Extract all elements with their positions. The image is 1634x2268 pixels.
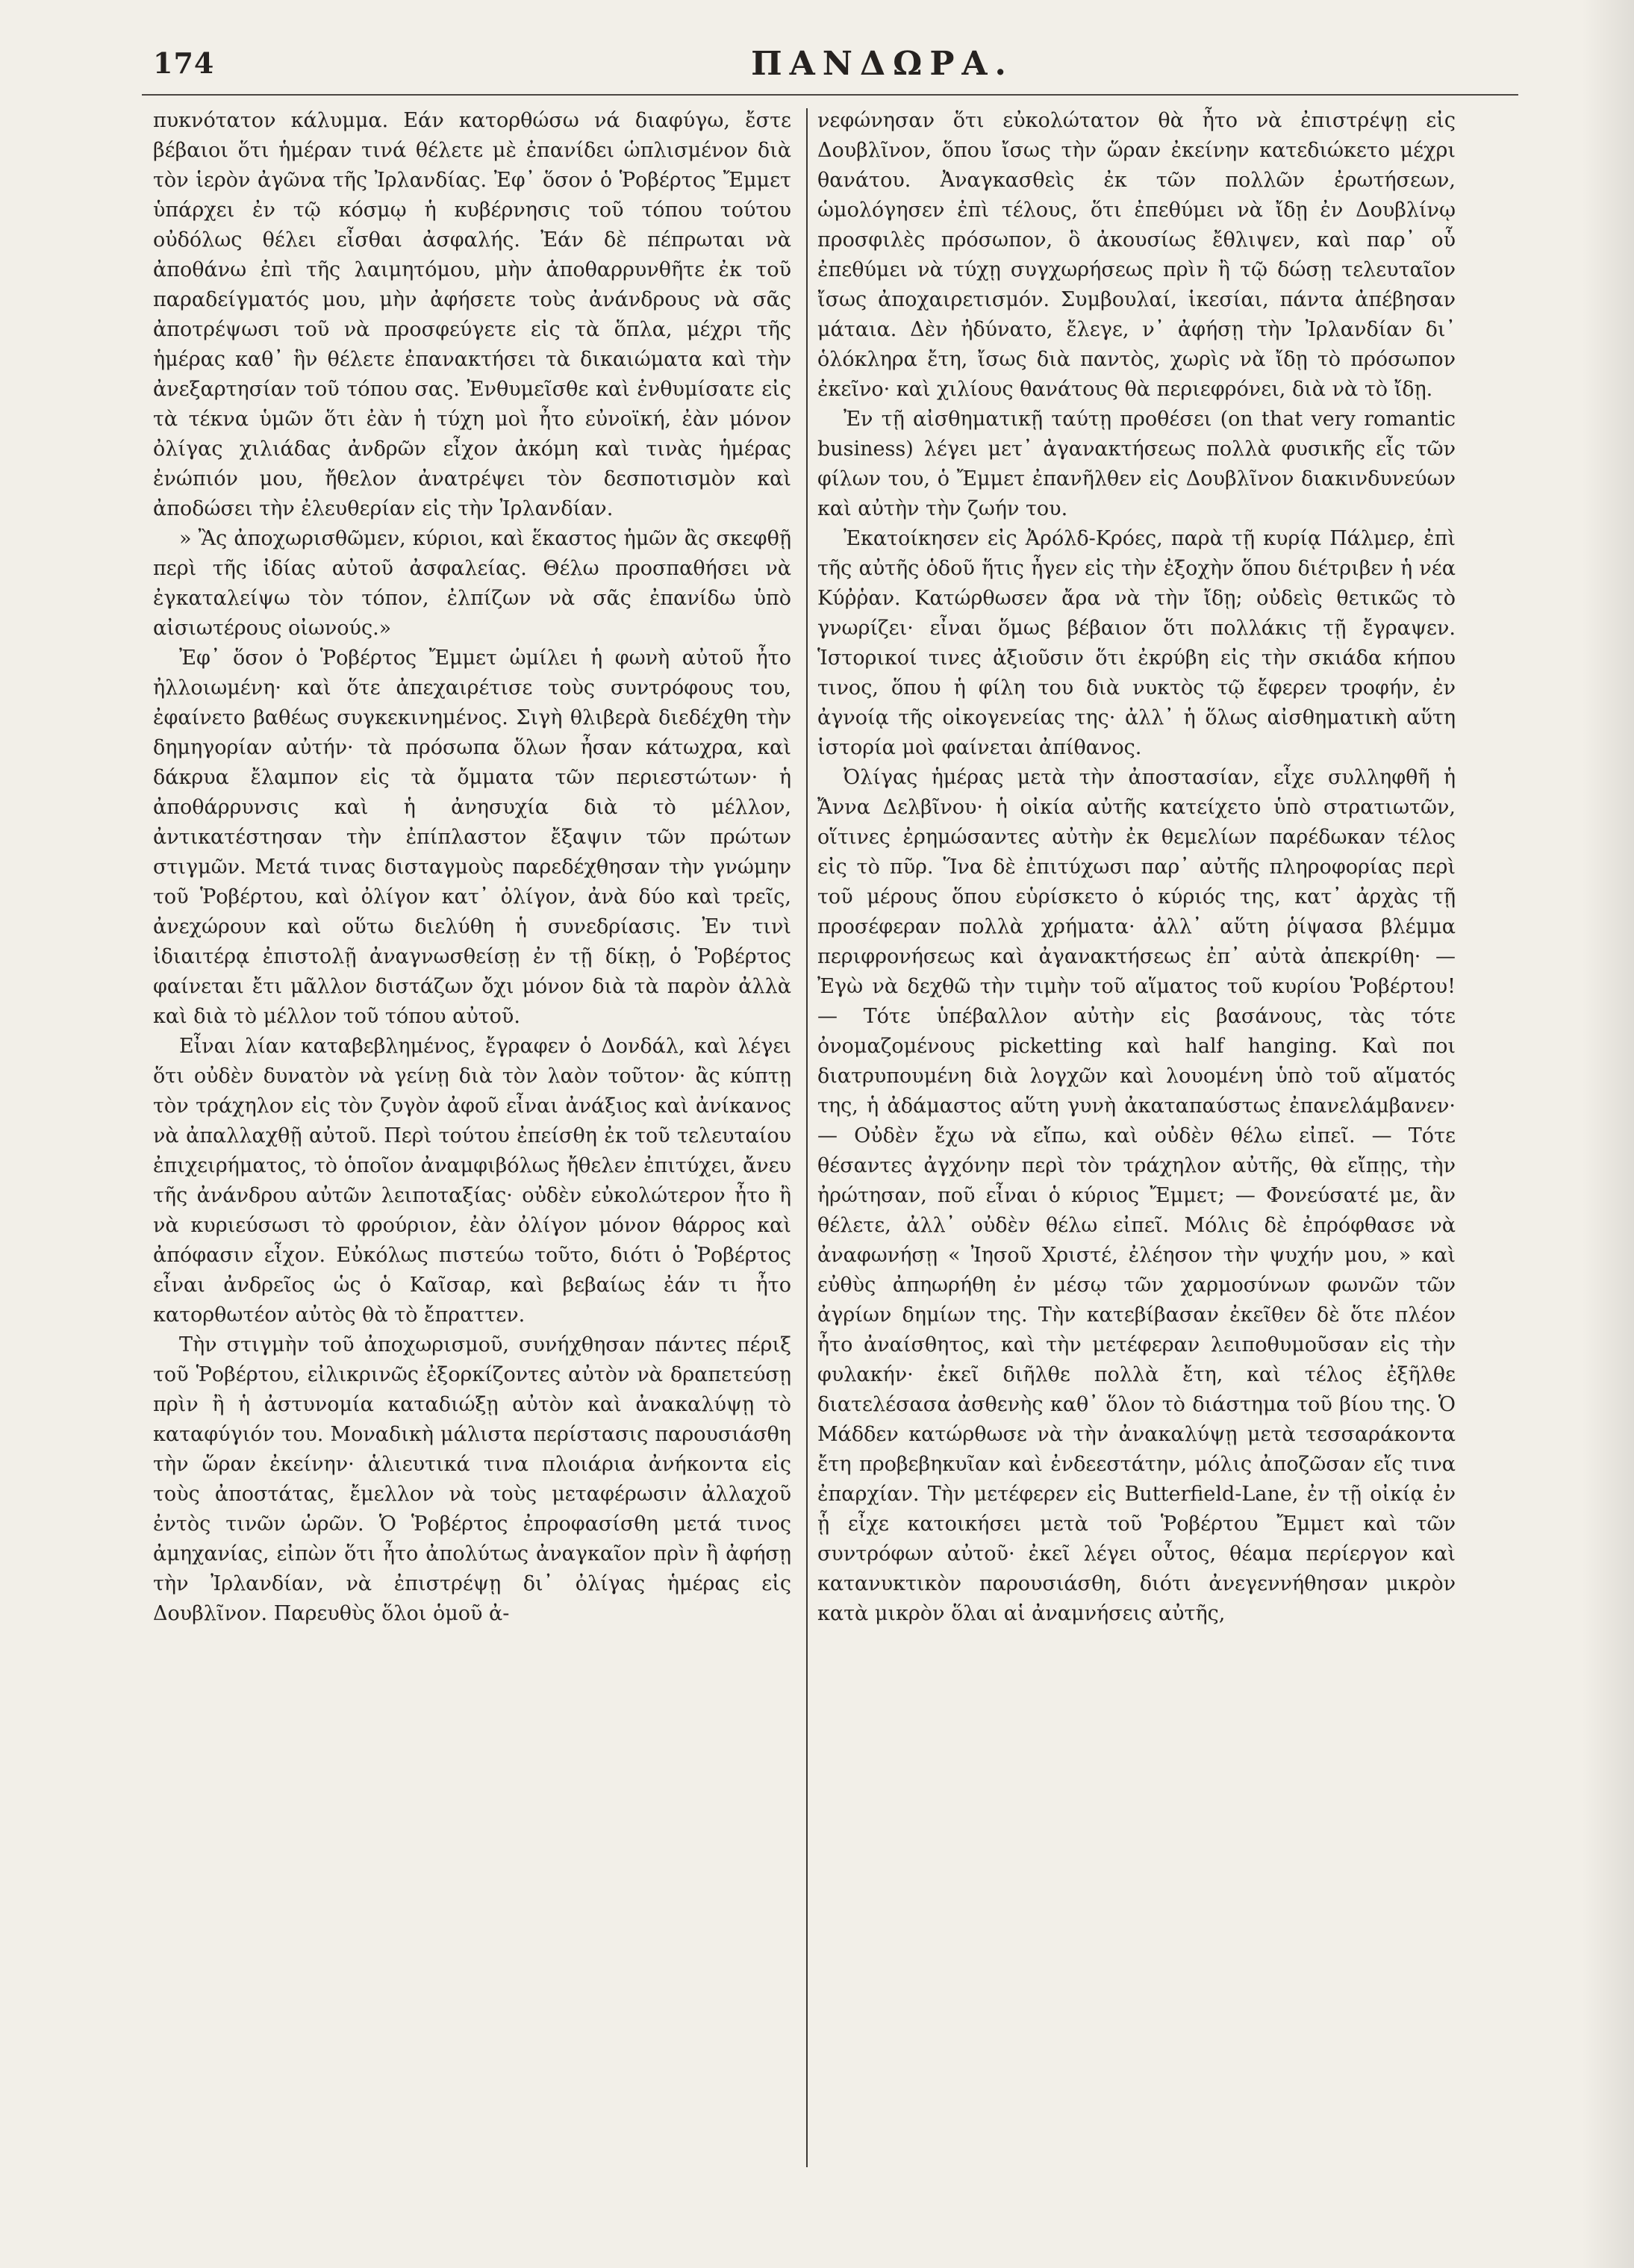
page-edge-shadow — [1582, 0, 1634, 2268]
left-paragraph-4: Εἶναι λίαν καταβεβλημένος, ἔγραφεν ὁ Δονδάλ, καὶ λέγει ὅτι οὐδὲν δυνατὸν νὰ γείνῃ διὰ τὸν λαὸν τοῦτον· ἂς κύπτῃ τὸν τράχηλον εἰς τὸν ζυγὸν ἀφοῦ εἶναι ἀνάξιος καὶ ἀνίκανος νὰ ἀπαλλαχθῇ αὐτοῦ. Περὶ τούτου ἐπείσθη ἐκ τοῦ τελευταίου ἐπιχειρήματος, τὸ ὁποῖον ἀναμφιβόλως ἤθελεν ἐπιτύχει, ἄνευ τῆς ἀνάνδρου αὐτῶν λειποταξίας· οὐδὲν εὐκολώτερον ἦτο ἢ νὰ κυριεύσωσι τὸ φρούριον, ἐὰν ὀλίγον μόνον θάρρος καὶ ἀπόφασιν εἶχον. Εὐκόλως πιστεύω τοῦτο, διότι ὁ Ῥοβέρτος εἶναι ἀνδρεῖος ὡς ὁ Καῖσαρ, καὶ βεβαίως ἐάν τι ἦτο κατορθωτέον αὐτὸς θὰ τὸ ἔπραττεν. — [153, 1035, 791, 1327]
left-paragraph-1: πυκνότατον κάλυμμα. Εάν κατορθώσω νά διαφύγω, ἔστε βέβαιοι ὅτι ἡμέραν τινά θέλετε μὲ ἐπανίδει ὡπλισμένον διὰ τὸν ἱερὸν ἀγῶνα τῆς Ἰρλανδίας. Ἐφ᾽ ὅσον ὁ Ῥοβέρτος Ἔμμετ ὑπάρχει ἐν τῷ κόσμῳ ἡ κυβέρνησις τοῦ τόπου τούτου οὐδόλως θέλει εἶσθαι ἀσφαλής. Ἐάν δὲ πέπρωται νὰ ἀποθάνω ἐπὶ τῆς λαιμητόμου, μὴν ἀποθαρρυνθῆτε ἐκ τοῦ παραδείγματός μου, μὴν ἀφήσετε τοὺς ἀνάνδρους νὰ σᾶς ἀποτρέψωσι τοῦ νὰ προσφεύγετε εἰς τὰ ὅπλα, μέχρι τῆς ἡμέρας καθ᾽ ἣν θέλετε ἐπανακτήσει τὰ δικαιώματα καὶ τὴν ἀνεξαρτησίαν τοῦ τόπου σας. Ἐνθυμεῖσθε καὶ ἐνθυμίσατε εἰς τὰ τέκνα ὑμῶν ὅτι ἐὰν ἡ τύχη μοὶ ἦτο εὐνοϊκή, ἐὰν μόνον ὀλίγας χιλιάδας ἀνδρῶν εἶχον ἀκόμη καὶ τινὰς ἡμέρας ἐνώπιόν μου, ἤθελον ἀνατρέψει τὸν δεσποτισμὸν καὶ ἀποδώσει τὴν ἐλευθερίαν εἰς τὴν Ἰρλανδίαν. — [153, 109, 791, 520]
header-rule — [142, 94, 1518, 96]
left-paragraph-2: » Ἂς ἀποχωρισθῶμεν, κύριοι, καὶ ἕκαστος ἡμῶν ἂς σκεφθῇ περὶ τῆς ἰδίας αὐτοῦ ἀσφαλείας. Θέλω προσπαθήσει νὰ ἐγκαταλείψω τὸν τόπον, ἐλπίζων νὰ σᾶς ἐπανίδω ὑπὸ αἰσιωτέρους οἰωνούς.» — [153, 527, 791, 640]
left-column — [153, 106, 791, 1629]
right-paragraph-4: Ὀλίγας ἡμέρας μετὰ τὴν ἀποστασίαν, εἶχε συλληφθῆ ἡ Ἄννα Δελβῖνου· ἡ οἰκία αὐτῆς κατείχετο ὑπὸ στρατιωτῶν, οἵτινες ἐρημώσαντες αὐτὴν ἐκ θεμελίων παρέδωκαν τέλος εἰς τὸ πῦρ. Ἵνα δὲ ἐπιτύχωσι παρ᾽ αὐτῆς πληροφορίας περὶ τοῦ μέρους ὅπου εὑρίσκετο ὁ κύριός της, κατ᾽ ἀρχὰς τῇ προσέφεραν πολλὰ χρήματα· ἀλλ᾽ αὕτη ῥίψασα βλέμμα περιφρονήσεως καὶ ἀγανακτήσεως ἐπ᾽ αὐτὰ ἀπεκρίθη· — Ἐγὼ νὰ δεχθῶ τὴν τιμὴν τοῦ αἵματος τοῦ κυρίου Ῥοβέρτου! — Τότε ὑπέβαλλον αὐτὴν εἰς βασάνους, τὰς τότε ὀνομαζομένους picketting καὶ half hanging. Καὶ ποι διατρυπουμένη διὰ λογχῶν καὶ λουομένη ὑπὸ τοῦ αἵματός της, ἡ ἀδάμαστος αὕτη γυνὴ ἀκαταπαύστως ἐπανελάμβανεν· — Οὐδὲν ἔχω νὰ εἴπω, καὶ οὐδὲν θέλω εἰπεῖ. — Τότε θέσαντες ἀγχόνην περὶ τὸν τράχηλον αὐτῆς, θὰ εἴπῃς, τὴν ἠρώτησαν, ποῦ εἶναι ὁ κύριος Ἔμμετ; — Φονεύσατέ με, ἂν θέλετε, ἀλλ᾽ οὐδὲν θέλω εἰπεῖ. Μόλις δὲ ἐπρόφθασε νὰ ἀναφωνήσῃ « Ἰησοῦ Χριστέ, ἐλέησον τὴν ψυχήν μου, » καὶ εὐθὺς ἀπηωρήθη ἐν μέσῳ τῶν χαρμοσύνων φωνῶν τῶν ἀγρίων δημίων της. Τὴν κατεβίβασαν ἐκεῖθεν δὲ ὅτε πλέον ἦτο ἀναίσθητος, καὶ τὴν μετέφεραν λειποθυμοῦσαν εἰς τὴν φυλακήν· ἐκεῖ διῆλθε πολλὰ ἔτη, καὶ τέλος ἐξῆλθε διατελέσασα ἀσθενὴς καθ᾽ ὅλον τὸ διάστημα τοῦ βίου της. Ὁ Μάδδεν κατώρθωσε νὰ τὴν ἀνακαλύψῃ μετὰ τεσσαράκοντα ἔτη προβεβηκυῖαν καὶ ἐνδεεστάτην, μόλις ἀποζῶσαν εἴς τινα ἐπαρχίαν. Τὴν μετέφερεν εἰς Butterfield-Lane, ἐν τῇ οἰκίᾳ ἐν ᾗ εἶχε κατοικήσει μετὰ τοῦ Ῥοβέρτου Ἔμμετ καὶ τῶν συντρόφων αὐτοῦ· ἐκεῖ λέγει οὗτος, θέαμα περίεργον καὶ κατανυκτικὸν παρουσιάσθη, διότι ἀνεγεννήθησαν μικρὸν κατὰ μικρὸν ὅλαι αἱ ἀναμνήσεις αὐτῆς, — [817, 766, 1456, 1625]
left-paragraph-5: Τὴν στιγμὴν τοῦ ἀποχωρισμοῦ, συνήχθησαν πάντες πέριξ τοῦ Ῥοβέρτου, εἰλικρινῶς ἐξορκίζοντες αὐτὸν νὰ δραπετεύσῃ πρὶν ἢ ἡ ἀστυνομία καταδιώξῃ αὐτὸν καὶ ἀνακαλύψῃ τὸ καταφύγιόν του. Μοναδικὴ μάλιστα περίστασις παρουσιάσθη τὴν ὥραν ἐκείνην· ἁλιευτικά τινα πλοιάρια ἀνήκοντα εἰς τοὺς ἀποστάτας, ἔμελλον νὰ τοὺς μεταφέρωσιν ἀλλαχοῦ ἐντὸς τινῶν ὡρῶν. Ὁ Ῥοβέρτος ἐπροφασίσθη μετά τινος ἀμηχανίας, εἰπὼν ὅτι ἦτο ἀπολύτως ἀναγκαῖον πρὶν ἢ ἀφήσῃ τὴν Ἰρλανδίαν, νὰ ἐπιστρέψῃ δι᾽ ὀλίγας ἡμέρας εἰς Δουβλῖνον. Παρευθὺς ὅλοι ὁμοῦ ἀ- — [153, 1333, 791, 1625]
left-paragraph-3: Ἐφ᾽ ὅσον ὁ Ῥοβέρτος Ἔμμετ ὡμίλει ἡ φωνὴ αὐτοῦ ἦτο ἠλλοιωμένη· καὶ ὅτε ἀπεχαιρέτισε τοὺς συντρόφους του, ἐφαίνετο βαθέως συγκεκινημένος. Σιγὴ θλιβερὰ διεδέχθη τὴν δημηγορίαν αὐτήν· τὰ πρόσωπα ὅλων ἦσαν κάτωχρα, καὶ δάκρυα ἔλαμπον εἰς τὰ ὄμματα τῶν περιεστώτων· ἡ ἀποθάρρυνσις καὶ ἡ ἀνησυχία διὰ τὸ μέλλον, ἀντικατέστησαν τὴν ἐπίπλαστον ἔξαψιν τῶν πρώτων στιγμῶν. Μετά τινας δισταγμοὺς παρεδέχθησαν τὴν γνώμην τοῦ Ῥοβέρτου, καὶ ὀλίγον κατ᾽ ὀλίγον, ἀνὰ δύο καὶ τρεῖς, ἀνεχώρουν καὶ οὕτω διελύθη ἡ συνεδρίασις. Ἐν τινὶ ἰδιαιτέρᾳ ἐπιστολῇ ἀναγνωσθείσῃ ἐν τῇ δίκῃ, ὁ Ῥοβέρτος φαίνεται ἔτι μᾶλλον διστάζων ὄχι μόνον διὰ τὰ παρὸν ἀλλὰ καὶ διὰ τὸ μέλλον τοῦ τόπου αὐτοῦ. — [153, 647, 791, 1028]
right-paragraph-1: νεφώνησαν ὅτι εὐκολώτατον θὰ ἦτο νὰ ἐπιστρέψῃ εἰς Δουβλῖνον, ὅπου ἴσως τὴν ὥραν ἐκείνην κατεδιώκετο μέχρι θανάτου. Ἀναγκασθεὶς ἐκ τῶν πολλῶν ἐρωτήσεων, ὡμολόγησεν ἐπὶ τέλους, ὅτι ἐπεθύμει νὰ ἴδῃ ἐν Δουβλίνῳ προσφιλὲς πρόσωπον, ὃ ἀκουσίως ἔθλιψεν, καὶ παρ᾽ οὗ ἐπεθύμει νὰ τύχῃ συγχωρήσεως πρὶν ἢ τῷ δώσῃ τελευταῖον ἴσως ἀποχαιρετισμόν. Συμβουλαί, ἱκεσίαι, πάντα ἀπέβησαν μάταια. Δὲν ἠδύνατο, ἔλεγε, ν᾽ ἀφήσῃ τὴν Ἰρλανδίαν δι᾽ ὁλόκληρα ἔτη, ἴσως διὰ παντὸς, χωρὶς νὰ ἴδῃ τὸ πρόσωπον ἐκεῖνο· καὶ χιλίους θανάτους θὰ περιεφρόνει, διὰ νὰ τὸ ἴδῃ. — [817, 109, 1456, 401]
right-column — [817, 106, 1456, 1629]
page-number: 174 — [153, 46, 215, 80]
running-head-title: ΠΑΝΔΩΡΑ. — [751, 45, 1014, 83]
column-divider — [806, 108, 808, 2167]
right-paragraph-2: Ἐν τῇ αἰσθηματικῇ ταύτῃ προθέσει (on that very romantic business) λέγει μετ᾽ ἀγανακτήσεως πολλὰ φυσικῆς εἷς τῶν φίλων του, ὁ Ἔμμετ ἐπανῆλθεν εἰς Δουβλῖνον διακινδυνεύων καὶ αὐτὴν τὴν ζωήν του. — [817, 408, 1456, 520]
right-paragraph-3: Ἐκατοίκησεν εἰς Ἀρόλδ-Κρόες, παρὰ τῇ κυρίᾳ Πάλμερ, ἐπὶ τῆς αὐτῆς ὁδοῦ ἥτις ἦγεν εἰς τὴν ἐξοχὴν ὅπου διέτριβεν ἡ νέα Κύῤῥαν. Κατώρθωσεν ἄρα νὰ τὴν ἴδῃ; οὐδεὶς θετικῶς τὸ γνωρίζει· εἶναι ὅμως βέβαιον ὅτι πολλάκις τῇ ἔγραψεν. Ἱστορικοί τινες ἀξιοῦσιν ὅτι ἐκρύβη εἰς τὴν σκιάδα κήπου τινος, ὅπου ἡ φίλη του διὰ νυκτὸς τῷ ἔφερεν τροφήν, ἐν ἀγνοίᾳ τῆς οἰκογενείας της· ἀλλ᾽ ἡ ὅλως αἰσθηματικὴ αὕτη ἱστορία μοὶ φαίνεται ἀπίθανος. — [817, 527, 1456, 759]
